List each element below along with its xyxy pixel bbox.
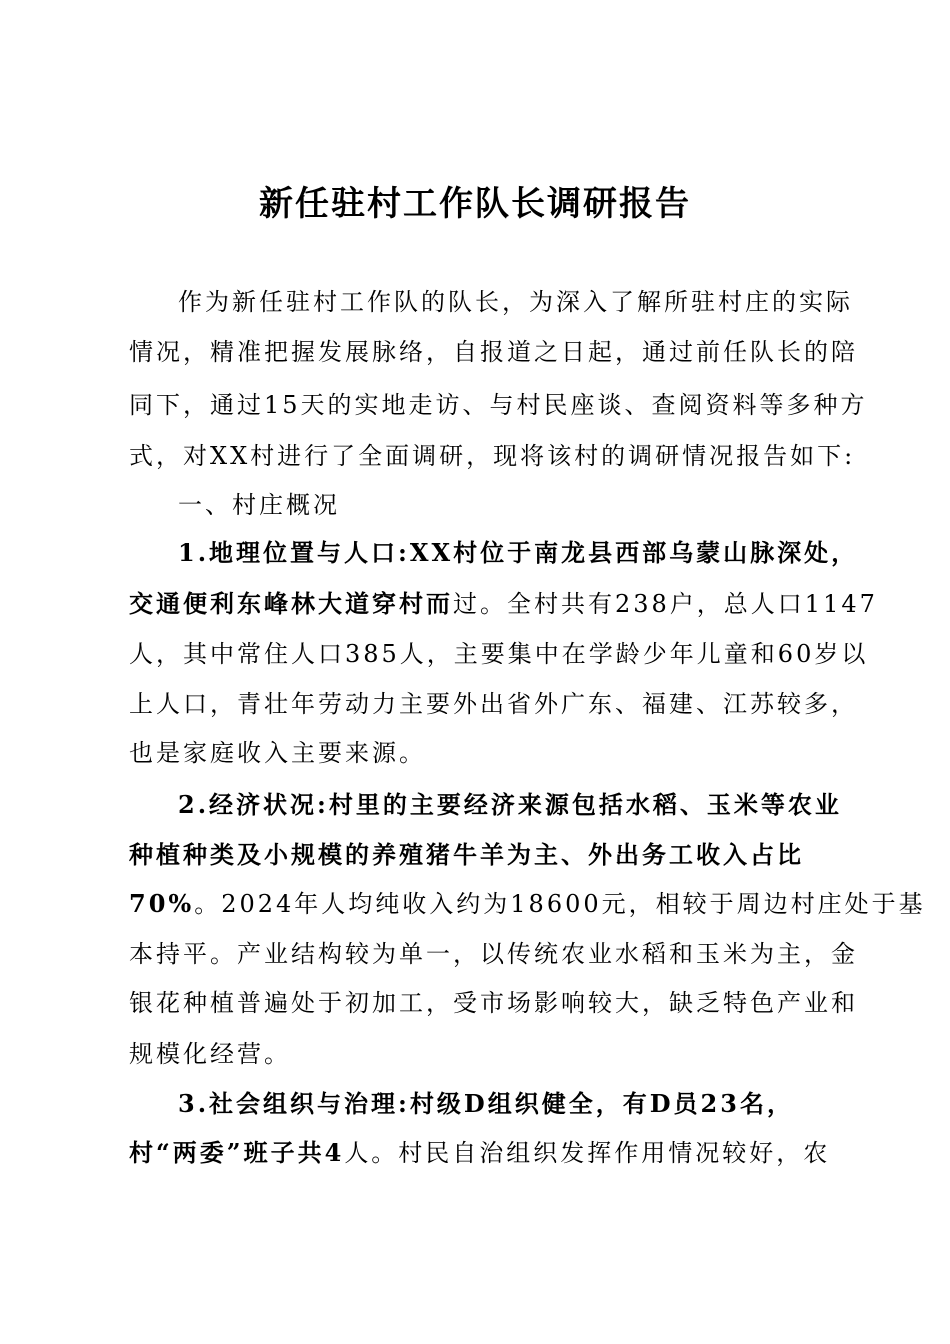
item3-line-1 [178,1082,794,1126]
item1-line-5: 也是家庭收入主要来源。 [129,739,426,767]
item1-label: 1.地理位置与人口: [178,538,410,567]
item2-line-4: 本持平。产业结构较为单一，以传统农业水稻和玉米为主，金 [129,940,858,968]
intro-line-1: 作为新任驻村工作队的队长，为深入了解所驻村庄的实际 [178,288,853,316]
item2-line-5: 银花种植普遍处于初加工，受市场影响较大，缺乏特色产业和 [129,989,858,1017]
item1-rest-text: 过。全村共有238户，总人口1147 [453,590,878,618]
item3-bold-text: 村“两委”班子共4 [129,1138,345,1167]
document-title: 新任驻村工作队长调研报告 [259,184,691,224]
intro-line-4: 式，对XX村进行了全面调研，现将该村的调研情况报告如下: [129,442,856,470]
item3-text: 村级D组织健全，有D员23名， [409,1089,794,1118]
intro-line-2: 情况，精准把握发展脉络，自报道之日起，通过前任队长的陪 [129,338,858,366]
item1-bold-text: 交通便利东峰林大道穿村而 [129,589,453,618]
item1-text: XX村位于南龙县西部乌蒙山脉深处， [409,538,859,567]
item2-text: 村里的主要经济来源包括水稻、玉米等农业 [328,790,842,819]
item2-line-1 [178,783,842,827]
item2-line-2: 种植种类及小规模的养殖猪牛羊为主、外出务工收入占比 [129,840,804,869]
item2-line-3 [129,882,926,926]
item2-bold-percent: 70% [129,889,195,918]
item1-line-3: 人，其中常住人口385人，主要集中在学龄少年儿童和60岁以 [129,640,869,668]
intro-line-3: 同下，通过15天的实地走访、与村民座谈、查阅资料等多种方 [129,391,868,419]
item1-line-2 [129,582,878,626]
section-heading: 一、村庄概况 [178,491,340,519]
item2-label: 2.经济状况: [178,790,329,819]
item2-line-6: 规模化经营。 [129,1040,291,1068]
item1-line-4: 上人口，青壮年劳动力主要外出省外广东、福建、江苏较多， [129,690,858,718]
item1-line-1 [178,531,858,575]
item3-rest-text: 人。村民自治组织发挥作用情况较好，农 [344,1139,831,1167]
item3-line-2 [129,1131,830,1175]
item2-rest-text: 。2024年人均纯收入约为18600元，相较于周边村庄处于基 [194,890,926,918]
item3-label: 3.社会组织与治理: [178,1089,410,1118]
